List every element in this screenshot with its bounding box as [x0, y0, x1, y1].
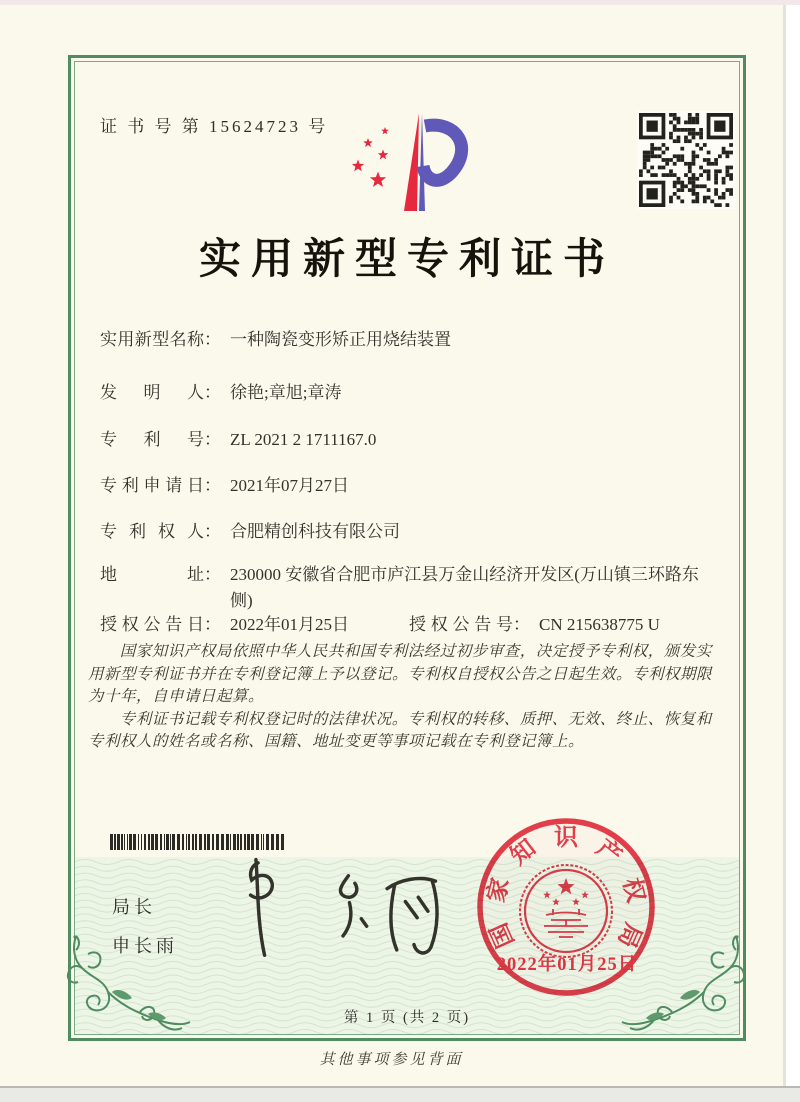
field-value: ZL 2021 2 1711167.0 — [230, 430, 377, 449]
field-value: CN 215638775 U — [539, 615, 660, 634]
paragraph: 国家知识产权局依照中华人民共和国专利法经过初步审查，决定授予专利权，颁发实用新型专利证书并在专利登记簿上予以登记。专利权自授权公告之日起生效。专利权期限为十年，自申请日起算。 — [88, 643, 713, 706]
field-row-address — [100, 562, 720, 614]
field-label: 发明人 — [100, 383, 204, 402]
qr-code — [637, 111, 735, 209]
commissioner-block — [112, 893, 178, 958]
page-indicator: 第 1 页 (共 2 页) — [343, 1010, 471, 1026]
seal-date: 2022年01月25日 — [496, 955, 638, 975]
footer-note: 其他事项参见背面 — [319, 1052, 464, 1068]
field-row-inventors — [100, 380, 720, 406]
field-row-patent-no — [100, 427, 720, 453]
field-label: 地址 — [100, 565, 204, 584]
scan-edge-right — [783, 5, 786, 1086]
field-label: 授权公告号 — [409, 615, 513, 634]
field-colon: ： — [204, 430, 221, 449]
signature-icon — [228, 853, 443, 963]
certificate-number: 证 书 号 第 15624723 号 — [100, 117, 329, 136]
svg-text:识: 识 — [554, 825, 578, 851]
field-colon: ： — [204, 476, 221, 495]
field-value: 230000 安徽省合肥市庐江县万金山经济开发区(万山镇三环路东侧) — [230, 565, 699, 610]
scan-edge-bottom — [0, 1086, 800, 1102]
legal-paragraphs — [88, 641, 718, 754]
cnipa-logo-icon — [330, 110, 470, 217]
field-colon: ： — [204, 615, 221, 634]
commissioner-title: 局长 — [112, 897, 156, 917]
field-colon: ： — [204, 565, 221, 584]
field-value: 一种陶瓷变形矫正用烧结装置 — [230, 330, 451, 349]
svg-text:国: 国 — [486, 918, 520, 952]
field-colon: ： — [513, 615, 530, 634]
barcode — [110, 834, 288, 850]
field-label: 授权公告日 — [100, 615, 204, 634]
field-row-filing-date — [100, 473, 720, 499]
field-value: 2022年01月25日 — [230, 615, 349, 634]
field-label: 实用新型名称 — [100, 330, 204, 349]
field-row-name — [100, 327, 720, 353]
certificate-title: 实用新型专利证书 — [198, 237, 615, 283]
field-value: 徐艳;章旭;章涛 — [230, 383, 342, 402]
svg-text:知: 知 — [506, 834, 541, 871]
field-value: 合肥精创科技有限公司 — [230, 522, 400, 541]
field-label: 专利申请日 — [100, 476, 204, 495]
field-value: 2021年07月27日 — [230, 476, 349, 495]
svg-text:家: 家 — [483, 875, 515, 906]
commissioner-name: 申长雨 — [112, 936, 178, 956]
field-label: 专利号 — [100, 430, 204, 449]
field-label: 专利权人 — [100, 522, 204, 541]
logo-stars — [352, 127, 389, 187]
svg-text:产: 产 — [591, 834, 626, 871]
svg-text:局: 局 — [612, 918, 646, 952]
field-colon: ： — [204, 330, 221, 349]
svg-text:权: 权 — [617, 875, 649, 906]
field-row-patentee — [100, 519, 720, 545]
field-colon: ： — [204, 522, 221, 541]
field-group-grant-no — [409, 612, 660, 638]
paragraph: 专利证书记载专利权登记时的法律状况。专利权的转移、质押、无效、终止、恢复和专利权人的姓名或名称、国籍、地址变更等事项记载在专利登记簿上。 — [88, 710, 712, 751]
field-row-grant — [100, 612, 720, 638]
field-colon: ： — [204, 383, 221, 402]
